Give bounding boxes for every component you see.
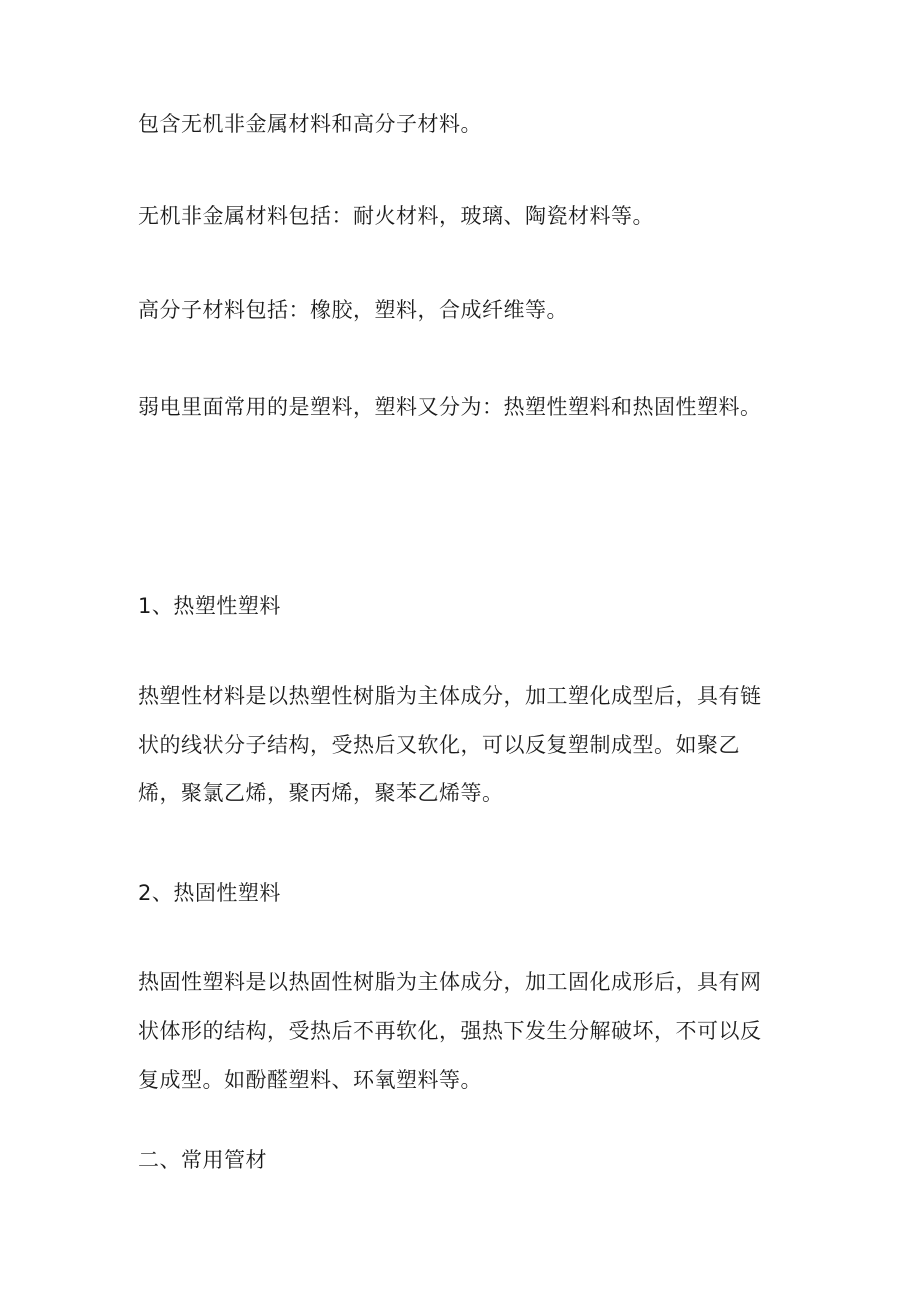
paragraph-intro: 包含无机非金属材料和高分子材料。 (138, 112, 482, 136)
section-number: 1 (138, 594, 152, 618)
thermoset-line-1: 热固性塑料是以热固性树脂为主体成分，加工固化成形后，具有网 (138, 970, 762, 994)
section-title: 、热固性塑料 (151, 881, 281, 905)
thermoset-line-2: 状体形的结构，受热后不再软化，强热下发生分解破坏，不可以反 (138, 1019, 762, 1043)
section-heading-thermoplastic (138, 594, 281, 618)
thermoplastic-line-3: 烯，聚氯乙烯，聚丙烯，聚苯乙烯等。 (138, 781, 504, 805)
thermoplastic-line-2: 状的线状分子结构，受热后又软化，可以反复塑制成型。如聚乙 (138, 733, 740, 757)
paragraph-plastics: 弱电里面常用的是塑料，塑料又分为：热塑性塑料和热固性塑料。 (138, 395, 762, 419)
section-title: 、热塑性塑料 (151, 594, 281, 618)
thermoplastic-line-1: 热塑性材料是以热塑性树脂为主体成分，加工塑化成型后，具有链 (138, 684, 762, 708)
section-heading-pipes: 二、常用管材 (138, 1148, 267, 1172)
thermoset-line-3: 复成型。如酚醛塑料、环氧塑料等。 (138, 1068, 482, 1092)
section-number: 2 (138, 881, 152, 905)
paragraph-polymer: 高分子材料包括：橡胶，塑料，合成纤维等。 (138, 298, 568, 322)
paragraph-inorganic: 无机非金属材料包括：耐火材料，玻璃、陶瓷材料等。 (138, 204, 654, 228)
section-heading-thermoset (138, 881, 281, 905)
